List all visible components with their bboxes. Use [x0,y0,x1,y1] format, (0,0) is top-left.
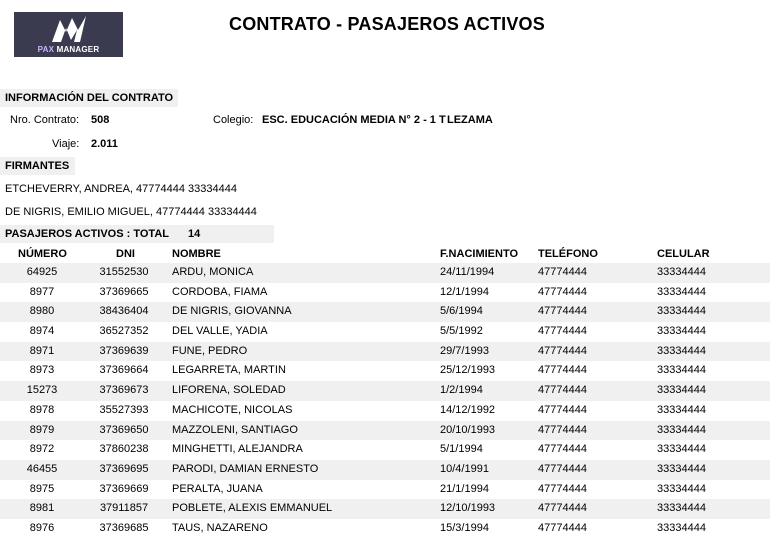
cell-fnacimiento: 5/1/1994 [440,443,483,456]
cell-fnacimiento: 29/7/1993 [440,344,489,357]
table-row [0,322,770,342]
pasajeros-total: 14 [188,228,201,240]
cell-numero: 8972 [29,443,55,456]
cell-fnacimiento: 5/6/1994 [440,305,483,318]
cell-nombre: MAZZOLENI, SANTIAGO [172,423,298,436]
cell-numero: 8976 [29,521,55,534]
cell-nombre: CORDOBA, FIAMA [172,285,268,298]
cell-nombre: FUNE, PEDRO [172,344,248,357]
cell-numero: 8977 [29,285,55,298]
cell-telefono: 47774444 [538,325,587,338]
cell-telefono: 47774444 [538,423,587,436]
cell-celular: 33334444 [657,344,706,357]
cell-telefono: 47774444 [538,285,587,298]
table-row [0,401,770,421]
viaje-label: Viaje: [52,138,80,150]
table-header [0,248,770,262]
cell-celular: 33334444 [657,305,706,318]
cell-telefono: 47774444 [538,384,587,397]
cell-numero: 8979 [29,423,55,436]
contract-number-value: 508 [91,114,110,126]
cell-fnacimiento: 10/4/1991 [440,462,489,475]
cell-numero: 15273 [26,384,58,397]
cell-celular: 33334444 [657,521,706,534]
cell-numero: 8973 [29,364,55,377]
cell-numero: 46455 [26,462,58,475]
table-row [0,499,770,519]
cell-nombre: POBLETE, ALEXIS EMMANUEL [172,502,333,515]
cell-telefono: 47774444 [538,364,587,377]
cell-dni: 31552530 [99,266,149,278]
cell-celular: 33334444 [657,443,706,456]
table-row [0,480,770,500]
contract-number-label: Nro. Contrato: [10,114,80,126]
cell-nombre: PERALTA, JUANA [172,482,263,495]
cell-dni: 37369685 [99,521,149,534]
table-row [0,519,770,539]
cell-dni: 36527352 [99,325,149,338]
cell-fnacimiento: 12/1/1994 [440,285,489,298]
firmante-line: ETCHEVERRY, ANDREA, 47774444 33334444 [5,183,237,195]
cell-nombre: MINGHETTI, ALEJANDRA [172,443,303,456]
cell-telefono: 47774444 [538,482,587,495]
table-row [0,421,770,441]
cell-dni: 37369665 [99,285,149,298]
table-row [0,381,770,401]
cell-numero: 8975 [29,482,55,495]
table-row [0,342,770,362]
cell-celular: 33334444 [657,266,706,278]
cell-nombre: MACHICOTE, NICOLAS [172,403,293,416]
column-header-fnacimiento: F.NACIMIENTO [440,248,519,260]
table-row [0,302,770,322]
cell-fnacimiento: 25/12/1993 [440,364,496,377]
cell-dni: 37369664 [99,364,149,377]
cell-telefono: 47774444 [538,266,587,278]
cell-celular: 33334444 [657,403,706,416]
cell-fnacimiento: 20/10/1993 [440,423,496,436]
column-header-nombre: NOMBRE [172,248,221,260]
table-row [0,460,770,480]
pasajeros-heading: PASAJEROS ACTIVOS : TOTAL [5,228,169,240]
cell-numero: 8971 [29,344,55,357]
logo-text: PAX MANAGER [37,45,100,54]
logo-mark-icon [52,16,86,42]
cell-celular: 33334444 [657,423,706,436]
cell-telefono: 47774444 [538,344,587,357]
cell-celular: 33334444 [657,482,706,495]
cell-telefono: 47774444 [538,462,587,475]
cell-nombre: TAUS, NAZARENO [172,521,268,534]
cell-dni: 37369695 [99,462,149,475]
cell-nombre: LEGARRETA, MARTIN [172,364,286,377]
table-row [0,440,770,460]
cell-fnacimiento: 15/3/1994 [440,521,489,534]
cell-dni: 37369673 [99,384,149,397]
cell-numero: 8978 [29,403,55,416]
cell-dni: 37860238 [99,443,149,456]
table-row [0,263,770,283]
cell-dni: 37369669 [99,482,149,495]
column-header-celular: CELULAR [657,248,710,260]
cell-numero: 64925 [26,266,58,278]
cell-fnacimiento: 24/11/1994 [440,266,495,278]
cell-nombre: PARODI, DAMIAN ERNESTO [172,462,319,475]
cell-numero: 8981 [29,502,55,515]
column-header-telefono: TELÉFONO [538,248,598,260]
viaje-value: 2.011 [91,138,118,150]
cell-nombre: DEL VALLE, YADIA [172,325,268,338]
cell-fnacimiento: 12/10/1993 [440,502,496,515]
pax-manager-logo [14,12,123,57]
table-row [0,361,770,381]
cell-celular: 33334444 [657,502,706,515]
cell-celular: 33334444 [657,285,706,298]
cell-celular: 33334444 [657,384,706,397]
column-header-numero: NÚMERO [18,248,67,260]
cell-celular: 33334444 [657,364,706,377]
cell-dni: 38436404 [99,305,149,318]
colegio-value: ESC. EDUCACIÓN MEDIA N° 2 - 1 T [262,114,446,126]
cell-numero: 8974 [29,325,55,338]
cell-fnacimiento: 21/1/1994 [440,482,489,495]
page-title: CONTRATO - PASAJEROS ACTIVOS [229,14,545,34]
cell-fnacimiento: 1/2/1994 [440,384,483,397]
cell-fnacimiento: 5/5/1992 [440,325,483,338]
colegio-label: Colegio: [213,114,254,126]
cell-telefono: 47774444 [538,521,587,534]
firmantes-heading: FIRMANTES [5,160,70,172]
cell-nombre: DE NIGRIS, GIOVANNA [172,305,292,318]
cell-telefono: 47774444 [538,403,587,416]
cell-fnacimiento: 14/12/1992 [440,403,496,416]
cell-telefono: 47774444 [538,502,587,515]
column-header-dni: DNI [116,248,135,260]
cell-nombre: LIFORENA, SOLEDAD [172,384,286,397]
cell-telefono: 47774444 [538,443,587,456]
passenger-table-body [0,263,770,539]
cell-dni: 37369650 [99,423,149,436]
colegio-location: LEZAMA [447,114,493,126]
cell-numero: 8980 [29,305,55,318]
table-row [0,283,770,303]
cell-dni: 35527393 [99,403,149,416]
cell-dni: 37369639 [99,344,149,357]
cell-celular: 33334444 [657,462,706,475]
cell-telefono: 47774444 [538,305,587,318]
contract-info-heading: INFORMACIÓN DEL CONTRATO [5,92,174,104]
firmante-line: DE NIGRIS, EMILIO MIGUEL, 47774444 33334444 [5,206,257,218]
cell-dni: 37911857 [99,502,149,515]
cell-celular: 33334444 [657,325,706,338]
cell-nombre: ARDU, MONICA [172,266,254,278]
